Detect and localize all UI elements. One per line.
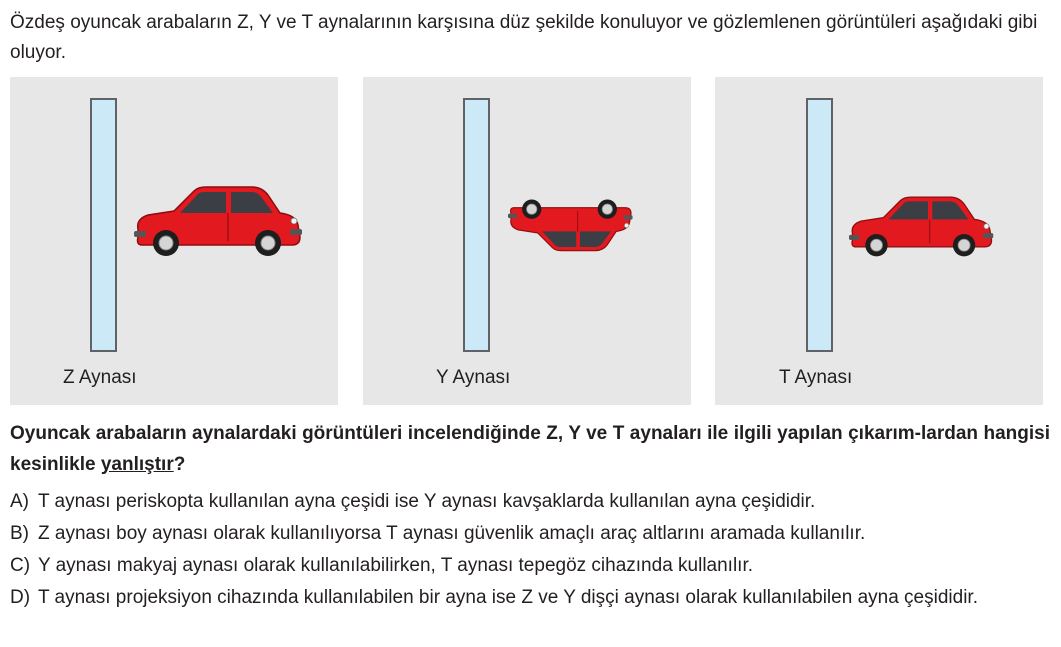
question-emphasis: yanlıştır bbox=[100, 454, 174, 475]
option-a[interactable] bbox=[10, 486, 1044, 517]
option-b[interactable] bbox=[10, 518, 1044, 549]
y-mirror-label: Y Aynası bbox=[436, 367, 511, 388]
option-letter: D) bbox=[10, 587, 31, 608]
option-c[interactable] bbox=[10, 550, 1044, 581]
t-mirror bbox=[806, 98, 833, 352]
intro-text: Özdeş oyuncak arabaların Z, Y ve T aynalarının karşısına düz şekilde konuluyor ve gözlemlenen görüntüleri aşağıdaki gibi oluyor. bbox=[10, 12, 1038, 63]
option-d[interactable] bbox=[10, 582, 1044, 613]
y-mirror bbox=[463, 98, 490, 352]
panel-y-mirror bbox=[363, 77, 691, 405]
option-text: T aynası periskopta kullanılan ayna çeşidi ise Y aynası kavşaklarda kullanılan ayna çeşididir. bbox=[38, 491, 816, 512]
z-mirror bbox=[90, 98, 117, 352]
question-end: ? bbox=[173, 454, 186, 475]
option-letter: C) bbox=[10, 555, 31, 576]
question-part: Oyuncak arabaların aynalardaki görüntüleri incelendiğinde Z, Y ve T aynaları ile ilgili yapılan çıkarım-lardan hangisi kesinlikle bbox=[10, 423, 1050, 475]
z-mirror-label: Z Aynası bbox=[63, 367, 137, 388]
option-letter: B) bbox=[10, 523, 29, 544]
option-letter: A) bbox=[10, 491, 29, 512]
car-smaller-image bbox=[849, 195, 995, 261]
car-normal-image bbox=[134, 185, 304, 261]
question-text bbox=[10, 418, 1050, 480]
t-mirror-label: T Aynası bbox=[779, 367, 853, 388]
option-text: T aynası projeksiyon cihazında kullanılabilen bir ayna ise Z ve Y dişçi aynası olarak kullanılabilen ayna çeşididir. bbox=[38, 587, 978, 608]
option-text: Y aynası makyaj aynası olarak kullanılabilirken, T aynası tepegöz cihazında kullanılır. bbox=[38, 555, 754, 576]
car-upside-down-image bbox=[508, 195, 634, 253]
panel-z-mirror bbox=[10, 77, 338, 405]
panel-t-mirror bbox=[715, 77, 1043, 405]
option-text: Z aynası boy aynası olarak kullanılıyorsa T aynası güvenlik amaçlı araç altlarını aramada kullanılır. bbox=[38, 523, 866, 544]
